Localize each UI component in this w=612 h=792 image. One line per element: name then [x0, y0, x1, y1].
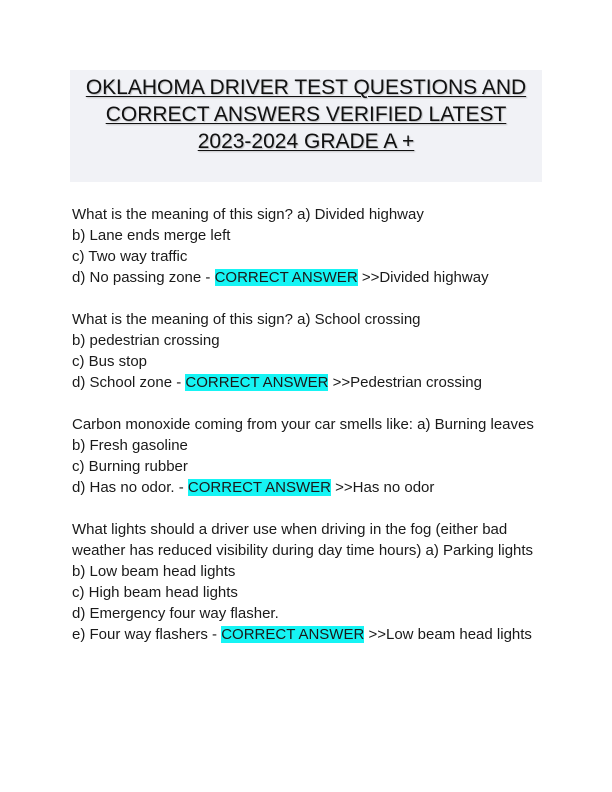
title-line: CORRECT ANSWERS VERIFIED LATEST [105, 103, 507, 126]
question-2 [72, 309, 542, 393]
question-text: Carbon monoxide coming from your car smells like: a) Burning leaves [72, 416, 534, 433]
correct-answer-marker: CORRECT ANSWER [221, 626, 365, 643]
title-line: OKLAHOMA DRIVER TEST QUESTIONS AND [85, 76, 527, 99]
option-d: d) School zone - [72, 374, 186, 391]
answer-text: >>Low beam head lights [368, 626, 532, 643]
option-c: c) Burning rubber [72, 458, 188, 475]
answer-line [72, 477, 542, 498]
question-3 [72, 414, 542, 498]
option-b: b) Fresh gasoline [72, 437, 188, 454]
answer-line [72, 624, 542, 645]
option-d: d) Emergency four way flasher. [72, 605, 279, 622]
option-e: e) Four way flashers - [72, 626, 222, 643]
answer-line [72, 267, 542, 288]
correct-answer-marker: CORRECT ANSWER [185, 374, 329, 391]
question-1 [72, 204, 542, 288]
correct-answer-marker: CORRECT ANSWER [187, 479, 331, 496]
option-b: b) Lane ends merge left [72, 227, 231, 244]
option-d: d) Has no odor. - [72, 479, 188, 496]
option-c: c) High beam head lights [72, 584, 238, 601]
question-text: What lights should a driver use when driving in the fog (either bad weather has reduced visibility during day time hours) a) Parking lights [72, 521, 534, 559]
title-line: 2023-2024 GRADE A + [197, 130, 415, 153]
option-b: b) pedestrian crossing [72, 332, 220, 349]
title-box [70, 70, 542, 182]
option-c: c) Two way traffic [72, 248, 188, 265]
question-text: What is the meaning of this sign? a) School crossing [72, 311, 421, 328]
question-list [72, 204, 542, 666]
document-title [70, 70, 542, 155]
correct-answer-marker: CORRECT ANSWER [214, 269, 358, 286]
question-text: What is the meaning of this sign? a) Divided highway [72, 206, 424, 223]
answer-text: >>Divided highway [361, 269, 489, 286]
answer-text: >>Has no odor [335, 479, 435, 496]
option-d: d) No passing zone - [72, 269, 215, 286]
answer-text: >>Pedestrian crossing [332, 374, 482, 391]
option-c: c) Bus stop [72, 353, 148, 370]
option-b: b) Low beam head lights [72, 563, 236, 580]
question-4 [72, 519, 542, 645]
answer-line [72, 372, 542, 393]
